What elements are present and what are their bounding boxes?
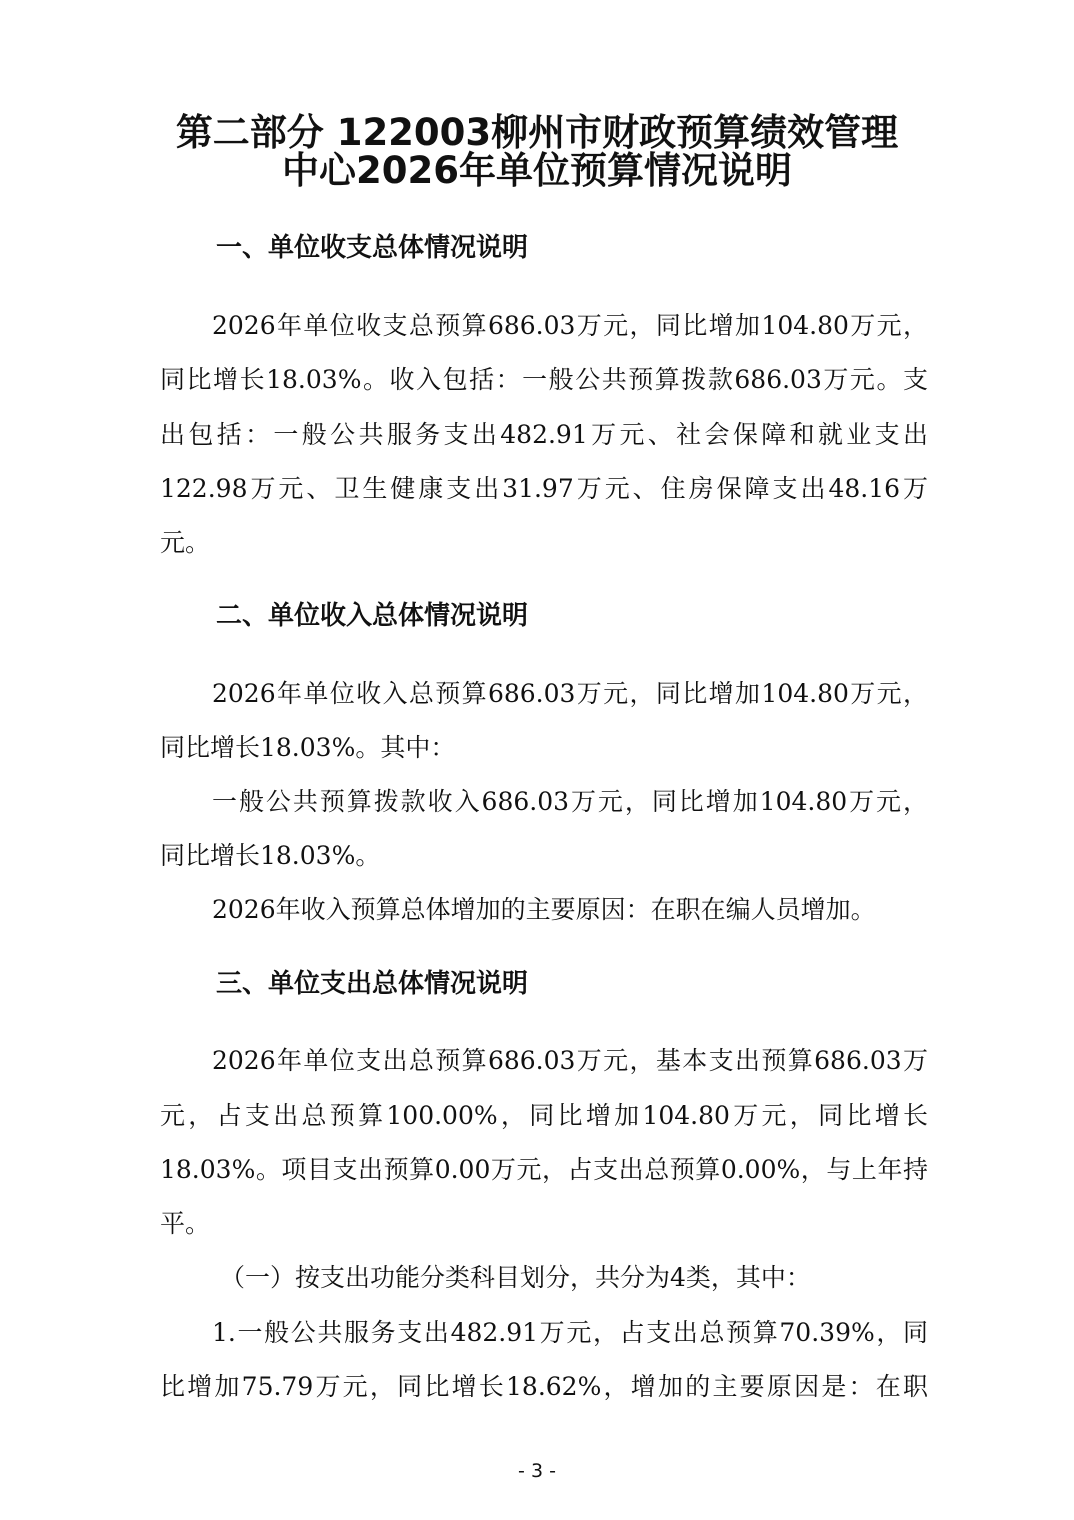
paragraph-line: 1.一般公共服务支出482.91万元，占支出总预算70.39%，同 [212,1318,928,1347]
section-heading-3: 三、单位支出总体情况说明 [216,969,529,999]
paragraph-line: 出包括：一般公共服务支出482.91万元、社会保障和就业支出 [160,420,928,449]
paragraph-line: 元。 [160,528,211,557]
paragraph-line: 2026年单位支出总预算686.03万元，基本支出预算686.03万 [212,1046,928,1075]
paragraph-line: 元，占支出总预算100.00%，同比增加104.80万元，同比增长 [160,1101,928,1130]
paragraph-line: 同比增长18.03%。收入包括：一般公共预算拨款686.03万元。支 [160,365,928,394]
page-title-line-1: 第二部分 122003柳州市财政预算绩效管理 [175,111,899,154]
section-heading-1: 一、单位收支总体情况说明 [216,233,529,263]
paragraph-line: 比增加75.79万元，同比增长18.62%，增加的主要原因是：在职 [160,1372,928,1401]
section-heading-2: 二、单位收入总体情况说明 [216,601,529,631]
paragraph-line: 一般公共预算拨款收入686.03万元，同比增加104.80万元， [212,787,928,816]
page-title-line-2: 中心2026年单位预算情况说明 [282,149,792,192]
paragraph-line: 2026年单位收入总预算686.03万元，同比增加104.80万元， [212,679,928,708]
paragraph-line: 同比增长18.03%。 [160,841,381,870]
paragraph-line: 2026年单位收支总预算686.03万元，同比增加104.80万元， [212,311,928,340]
page-number: - 3 - [518,1460,556,1482]
paragraph-line: 平。 [160,1209,211,1238]
paragraph-line: 122.98万元、卫生健康支出31.97万元、住房保障支出48.16万 [160,474,928,503]
paragraph-line: 2026年收入预算总体增加的主要原因：在职在编人员增加。 [212,895,876,924]
subsection-heading: （一）按支出功能分类科目划分，共分为4类，其中： [220,1263,811,1292]
paragraph-line: 同比增长18.03%。其中： [160,733,456,762]
paragraph-line: 18.03%。项目支出预算0.00万元，占支出总预算0.00%，与上年持 [160,1155,928,1184]
